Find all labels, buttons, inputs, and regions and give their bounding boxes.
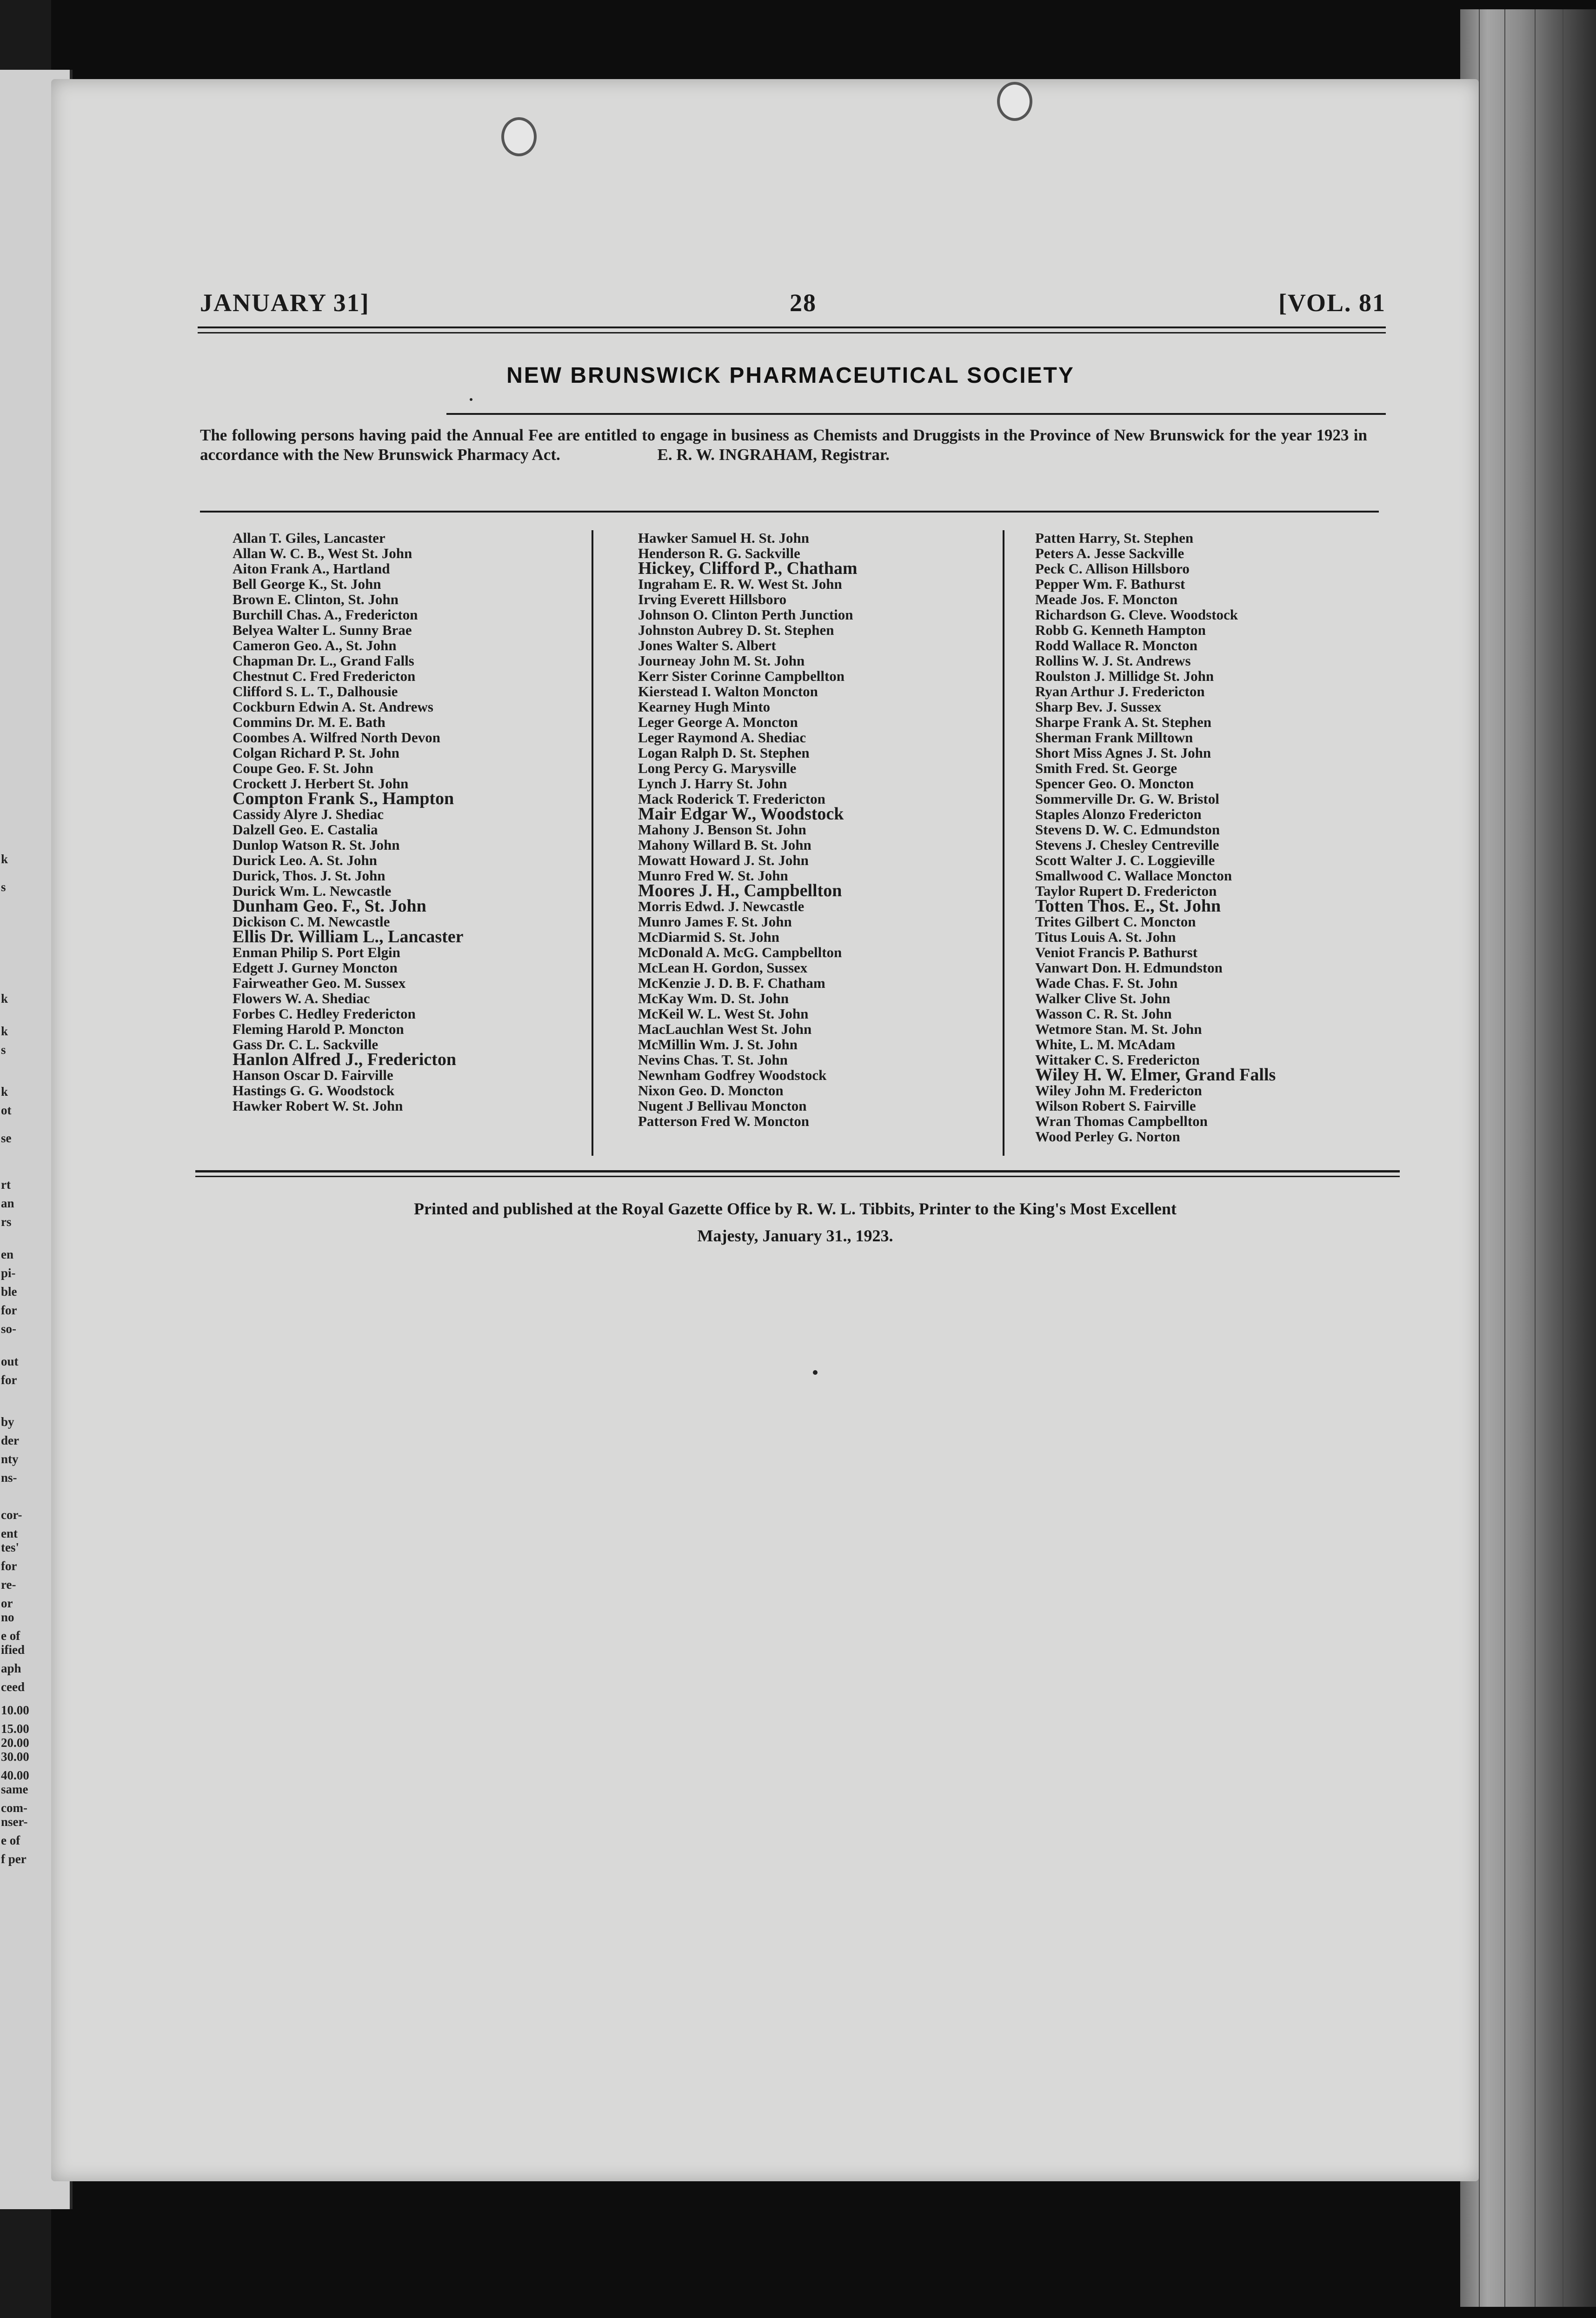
registrant-entry: Ryan Arthur J. Fredericton xyxy=(1035,683,1205,699)
footer-rule-bottom xyxy=(195,1176,1400,1177)
registrant-entry: Ellis Dr. William L., Lancaster xyxy=(233,927,464,946)
registrant-entry: Titus Louis A. St. John xyxy=(1035,929,1176,945)
registrant-entry: Forbes C. Hedley Fredericton xyxy=(233,1006,416,1022)
registrant-entry: Nevins Chas. T. St. John xyxy=(638,1052,788,1068)
registrant-entry: Staples Alonzo Fredericton xyxy=(1035,806,1202,822)
registrant-entry: McMillin Wm. J. St. John xyxy=(638,1036,798,1052)
registrant-entry: Wasson C. R. St. John xyxy=(1035,1006,1172,1022)
adjacent-page-text-fragment: tes' xyxy=(1,1540,19,1554)
header-rule-top xyxy=(198,326,1386,328)
registrant-entry: Spencer Geo. O. Moncton xyxy=(1035,775,1194,792)
registrant-entry: Jones Walter S. Albert xyxy=(638,637,776,653)
registrant-entry: Burchill Chas. A., Fredericton xyxy=(233,606,418,623)
adjacent-page-text-fragment: 30.00 xyxy=(1,1750,29,1764)
column-divider-2 xyxy=(1003,530,1004,1156)
adjacent-page-text-fragment: rt xyxy=(1,1178,11,1192)
registrant-entry: Walker Clive St. John xyxy=(1035,990,1170,1006)
name-column-1 xyxy=(233,530,464,1113)
intro-paragraph xyxy=(200,426,1367,465)
adjacent-page-text-fragment: der xyxy=(1,1433,19,1447)
registrant-entry: Fleming Harold P. Moncton xyxy=(233,1021,404,1037)
adjacent-page-text-fragment: ceed xyxy=(1,1680,25,1694)
adjacent-page-text-fragment: for xyxy=(1,1303,17,1317)
registrant-entry: Mair Edgar W., Woodstock xyxy=(638,804,844,824)
registrant-entry: Leger George A. Moncton xyxy=(638,714,798,730)
registrant-entry: Nugent J Bellivau Moncton xyxy=(638,1098,807,1114)
registrant-entry: Dickison C. M. Newcastle xyxy=(233,913,390,930)
name-column-2 xyxy=(638,530,858,1129)
registrant-entry: Scott Walter J. C. Loggieville xyxy=(1035,852,1215,868)
registrant-entry: Patten Harry, St. Stephen xyxy=(1035,530,1194,546)
registrant-entry: Rodd Wallace R. Moncton xyxy=(1035,637,1198,653)
registrant-entry: Kerr Sister Corinne Campbellton xyxy=(638,668,845,684)
adjacent-page-text-fragment: e of xyxy=(1,1629,20,1643)
registrant-entry: Durick, Thos. J. St. John xyxy=(233,867,386,884)
adjacent-page-text-fragment: 10.00 xyxy=(1,1703,29,1717)
page-header xyxy=(200,279,1386,321)
adjacent-page-text-fragment: for xyxy=(1,1373,17,1387)
registrant-entry: Short Miss Agnes J. St. John xyxy=(1035,745,1211,761)
registrant-entry: Dalzell Geo. E. Castalia xyxy=(233,821,378,838)
registrant-entry: Peck C. Allison Hillsboro xyxy=(1035,560,1190,577)
registrant-entry: Long Percy G. Marysville xyxy=(638,760,797,776)
column-divider-1 xyxy=(592,530,593,1156)
header-volume: [VOL. 81 xyxy=(1278,289,1386,317)
registrant-entry: Rollins W. J. St. Andrews xyxy=(1035,653,1191,669)
registrant-entry: Hawker Samuel H. St. John xyxy=(638,530,810,546)
registrant-entry: Crockett J. Herbert St. John xyxy=(233,775,409,792)
header-date: JANUARY 31] xyxy=(200,289,370,317)
adjacent-page-text-fragment: k xyxy=(1,992,8,1006)
registrant-entry: Roulston J. Millidge St. John xyxy=(1035,668,1214,684)
adjacent-page-text-fragment: out xyxy=(1,1354,19,1368)
registrant-entry: McKenzie J. D. B. F. Chatham xyxy=(638,975,825,991)
registrant-entry: Wiley John M. Fredericton xyxy=(1035,1082,1202,1099)
registrant-entry: Mowatt Howard J. St. John xyxy=(638,852,809,868)
page-title: NEW BRUNSWICK PHARMACEUTICAL SOCIETY xyxy=(506,363,1075,388)
header-rule-bottom xyxy=(198,332,1386,333)
ink-speck xyxy=(470,398,472,401)
registrant-entry: Trites Gilbert C. Moncton xyxy=(1035,913,1196,930)
registrant-entry: Johnston Aubrey D. St. Stephen xyxy=(638,622,834,638)
registrant-entry: Enman Philip S. Port Elgin xyxy=(233,944,400,960)
registrant-entry: MacLauchlan West St. John xyxy=(638,1021,812,1037)
registrant-entry: Belyea Walter L. Sunny Brae xyxy=(233,622,412,638)
adjacent-page-text-fragment: s xyxy=(1,1043,6,1057)
printer-footer xyxy=(195,1195,1395,1249)
adjacent-page-text-fragment: by xyxy=(1,1415,14,1429)
registrant-entry: Wiley H. W. Elmer, Grand Falls xyxy=(1035,1065,1276,1085)
registrant-entry: Richardson G. Cleve. Woodstock xyxy=(1035,606,1238,623)
adjacent-page-text-fragment: for xyxy=(1,1559,17,1573)
footer-line-1: Printed and published at the Royal Gazette Office by R. W. L. Tibbits, Printer to the King's Most Excellent xyxy=(413,1199,1177,1218)
registrant-entry: Wran Thomas Campbellton xyxy=(1035,1113,1208,1129)
adjacent-page-text-fragment: ble xyxy=(1,1285,17,1299)
adjacent-page-text-fragment: e of xyxy=(1,1833,20,1847)
book-edge xyxy=(1460,9,1596,2307)
adjacent-page-text-fragment: 20.00 xyxy=(1,1736,29,1750)
registrant-entry: Allan W. C. B., West St. John xyxy=(233,545,412,561)
registrant-entry: Totten Thos. E., St. John xyxy=(1035,896,1221,916)
registrant-entry: Cassidy Alyre J. Shediac xyxy=(233,806,384,822)
adjacent-page-text-fragment: s xyxy=(1,880,6,894)
registrant-entry: Dunlop Watson R. St. John xyxy=(233,837,400,853)
punch-hole-right xyxy=(997,82,1032,121)
registrant-entry: Johnson O. Clinton Perth Junction xyxy=(638,606,853,623)
adjacent-page-text-fragment: ns- xyxy=(1,1471,17,1485)
adjacent-page-text-fragment: se xyxy=(1,1131,12,1145)
registrant-entry: Mahony J. Benson St. John xyxy=(638,821,806,838)
adjacent-page-text-fragment: nty xyxy=(1,1452,19,1466)
registrant-entry: McDiarmid S. St. John xyxy=(638,929,779,945)
registrant-entry: McKeil W. L. West St. John xyxy=(638,1006,809,1022)
registrant-entry: Hanlon Alfred J., Fredericton xyxy=(233,1050,456,1069)
registrant-entry: Mahony Willard B. St. John xyxy=(638,837,811,853)
registrant-entry: Chapman Dr. L., Grand Falls xyxy=(233,653,414,669)
registrant-entry: Chestnut C. Fred Fredericton xyxy=(233,668,416,684)
registrant-entry: Flowers W. A. Shediac xyxy=(233,990,370,1006)
registrant-entry: Newnham Godfrey Woodstock xyxy=(638,1067,827,1083)
adjacent-page-text-fragment: 15.00 xyxy=(1,1722,29,1736)
registrant-entry: Logan Ralph D. St. Stephen xyxy=(638,745,810,761)
adjacent-page-text-fragment: cor- xyxy=(1,1508,22,1522)
adjacent-page-text-fragment: an xyxy=(1,1196,14,1210)
registrant-entry: Cameron Geo. A., St. John xyxy=(233,637,397,653)
registrant-entry: Wittaker C. S. Fredericton xyxy=(1035,1052,1200,1068)
adjacent-page-text-fragment: ot xyxy=(1,1103,12,1117)
registrant-entry: Ingraham E. R. W. West St. John xyxy=(638,576,842,592)
intro-text: The following persons having paid the Annual Fee are entitled to engage in business as Chemists and Druggists in the Province of New Brunswick for the year 1923 in accordance with the New Brunswick Pharmacy Act. xyxy=(200,426,1367,464)
registrant-entry: Vanwart Don. H. Edmundston xyxy=(1035,959,1223,976)
registrant-entry: Kierstead I. Walton Moncton xyxy=(638,683,818,699)
registrant-entry: Colgan Richard P. St. John xyxy=(233,745,399,761)
registrant-entry: Mack Roderick T. Fredericton xyxy=(638,791,825,807)
adjacent-page-text-fragment: k xyxy=(1,1085,8,1099)
footer-rule-top xyxy=(195,1170,1400,1172)
registrant-entry: Commins Dr. M. E. Bath xyxy=(233,714,386,730)
registrant-entry: McLean H. Gordon, Sussex xyxy=(638,959,808,976)
adjacent-page-text-fragment: k xyxy=(1,852,8,866)
registrant-entry: Hanson Oscar D. Fairville xyxy=(233,1067,393,1083)
registrar: E. R. W. INGRAHAM, Registrar. xyxy=(657,446,890,464)
adjacent-page-text-fragment: 40.00 xyxy=(1,1768,29,1782)
registrant-entry: Durick Wm. L. Newcastle xyxy=(233,883,392,899)
registrant-entry: Aiton Frank A., Hartland xyxy=(233,560,390,577)
registrant-entry: Compton Frank S., Hampton xyxy=(233,789,454,808)
title-rule xyxy=(446,413,1386,415)
adjacent-page-text-fragment: en xyxy=(1,1247,13,1261)
registrant-entry: Coombes A. Wilfred North Devon xyxy=(233,729,440,746)
intro-rule xyxy=(200,511,1379,513)
registrant-entry: Patterson Fred W. Moncton xyxy=(638,1113,809,1129)
registrant-entry: Fairweather Geo. M. Sussex xyxy=(233,975,406,991)
registrant-entry: Hickey, Clifford P., Chatham xyxy=(638,559,858,578)
registrant-entry: Durick Leo. A. St. John xyxy=(233,852,377,868)
registrant-entry: Munro James F. St. John xyxy=(638,913,792,930)
registrant-entry: Cockburn Edwin A. St. Andrews xyxy=(233,699,433,715)
registrant-entry: Munro Fred W. St. John xyxy=(638,867,788,884)
registrant-entry: Stevens D. W. C. Edmundston xyxy=(1035,821,1220,838)
registrant-entry: Smallwood C. Wallace Moncton xyxy=(1035,867,1232,884)
adjacent-page-text-fragment: com- xyxy=(1,1801,27,1815)
registrant-entry: Dunham Geo. F., St. John xyxy=(233,896,426,916)
ink-speck xyxy=(813,1370,818,1375)
registrant-entry: Irving Everett Hillsboro xyxy=(638,591,787,607)
footer-line-2: Majesty, January 31., 1923. xyxy=(697,1226,893,1245)
registrant-entry: Journeay John M. St. John xyxy=(638,653,805,669)
registrant-entry: Leger Raymond A. Shediac xyxy=(638,729,806,746)
registrant-entry: Nixon Geo. D. Moncton xyxy=(638,1082,784,1099)
registrant-entry: Wilson Robert S. Fairville xyxy=(1035,1098,1196,1114)
punch-hole-left xyxy=(501,117,537,156)
registrant-entry: Edgett J. Gurney Moncton xyxy=(233,959,398,976)
name-column-3 xyxy=(1035,530,1276,1144)
registrant-entry: Stevens J. Chesley Centreville xyxy=(1035,837,1219,853)
registrant-entry: Smith Fred. St. George xyxy=(1035,760,1177,776)
adjacent-page-text-fragment: re- xyxy=(1,1578,16,1592)
registrant-entry: Wade Chas. F. St. John xyxy=(1035,975,1178,991)
adjacent-page-text-fragment: ified xyxy=(1,1643,25,1657)
adjacent-page-text-fragment: no xyxy=(1,1610,14,1624)
registrant-entry: Hawker Robert W. St. John xyxy=(233,1098,403,1114)
registrant-entry: Hastings G. G. Woodstock xyxy=(233,1082,395,1099)
adjacent-page-text-fragment: nser- xyxy=(1,1815,28,1829)
registrant-entry: Meade Jos. F. Moncton xyxy=(1035,591,1178,607)
registrant-entry: Wood Perley G. Norton xyxy=(1035,1128,1180,1145)
registrant-entry: Brown E. Clinton, St. John xyxy=(233,591,399,607)
registrant-entry: Sommerville Dr. G. W. Bristol xyxy=(1035,791,1219,807)
registrant-entry: Henderson R. G. Sackville xyxy=(638,545,800,561)
adjacent-page-text-fragment: rs xyxy=(1,1215,12,1229)
registrant-entry: Clifford S. L. T., Dalhousie xyxy=(233,683,398,699)
registrant-entry: White, L. M. McAdam xyxy=(1035,1036,1176,1052)
registrant-entry: Sharpe Frank A. St. Stephen xyxy=(1035,714,1211,730)
adjacent-page-text-fragment: or xyxy=(1,1596,13,1610)
registrant-entry: Taylor Rupert D. Fredericton xyxy=(1035,883,1217,899)
registrant-entry: Sherman Frank Milltown xyxy=(1035,729,1193,746)
registrant-entry: Coupe Geo. F. St. John xyxy=(233,760,373,776)
registrant-entry: Wetmore Stan. M. St. John xyxy=(1035,1021,1202,1037)
adjacent-page-text-fragment: f per xyxy=(1,1852,27,1866)
adjacent-page-text-fragment: k xyxy=(1,1024,8,1038)
registrant-entry: Robb G. Kenneth Hampton xyxy=(1035,622,1206,638)
adjacent-page-text-fragment: pi- xyxy=(1,1266,16,1280)
registrant-entry: Bell George K., St. John xyxy=(233,576,381,592)
registrant-entry: Pepper Wm. F. Bathurst xyxy=(1035,576,1185,592)
registrant-entry: Veniot Francis P. Bathurst xyxy=(1035,944,1198,960)
adjacent-page-text-fragment: ent xyxy=(1,1526,18,1540)
registrant-entry: Kearney Hugh Minto xyxy=(638,699,771,715)
registrant-entry: Peters A. Jesse Sackville xyxy=(1035,545,1184,561)
page-number: 28 xyxy=(790,289,817,317)
adjacent-page-text-fragment: aph xyxy=(1,1661,21,1675)
adjacent-page-text-fragment: so- xyxy=(1,1322,16,1336)
registrant-entry: Gass Dr. C. L. Sackville xyxy=(233,1036,379,1052)
registrant-entry: Moores J. H., Campbellton xyxy=(638,881,842,900)
registrant-entry: McDonald A. McG. Campbellton xyxy=(638,944,842,960)
registrant-entry: McKay Wm. D. St. John xyxy=(638,990,789,1006)
registrant-entry: Allan T. Giles, Lancaster xyxy=(233,530,386,546)
registrant-entry: Lynch J. Harry St. John xyxy=(638,775,787,792)
adjacent-page-text-fragment: same xyxy=(1,1782,28,1796)
registrant-entry: Sharp Bev. J. Sussex xyxy=(1035,699,1162,715)
registrant-entry: Morris Edwd. J. Newcastle xyxy=(638,898,805,914)
